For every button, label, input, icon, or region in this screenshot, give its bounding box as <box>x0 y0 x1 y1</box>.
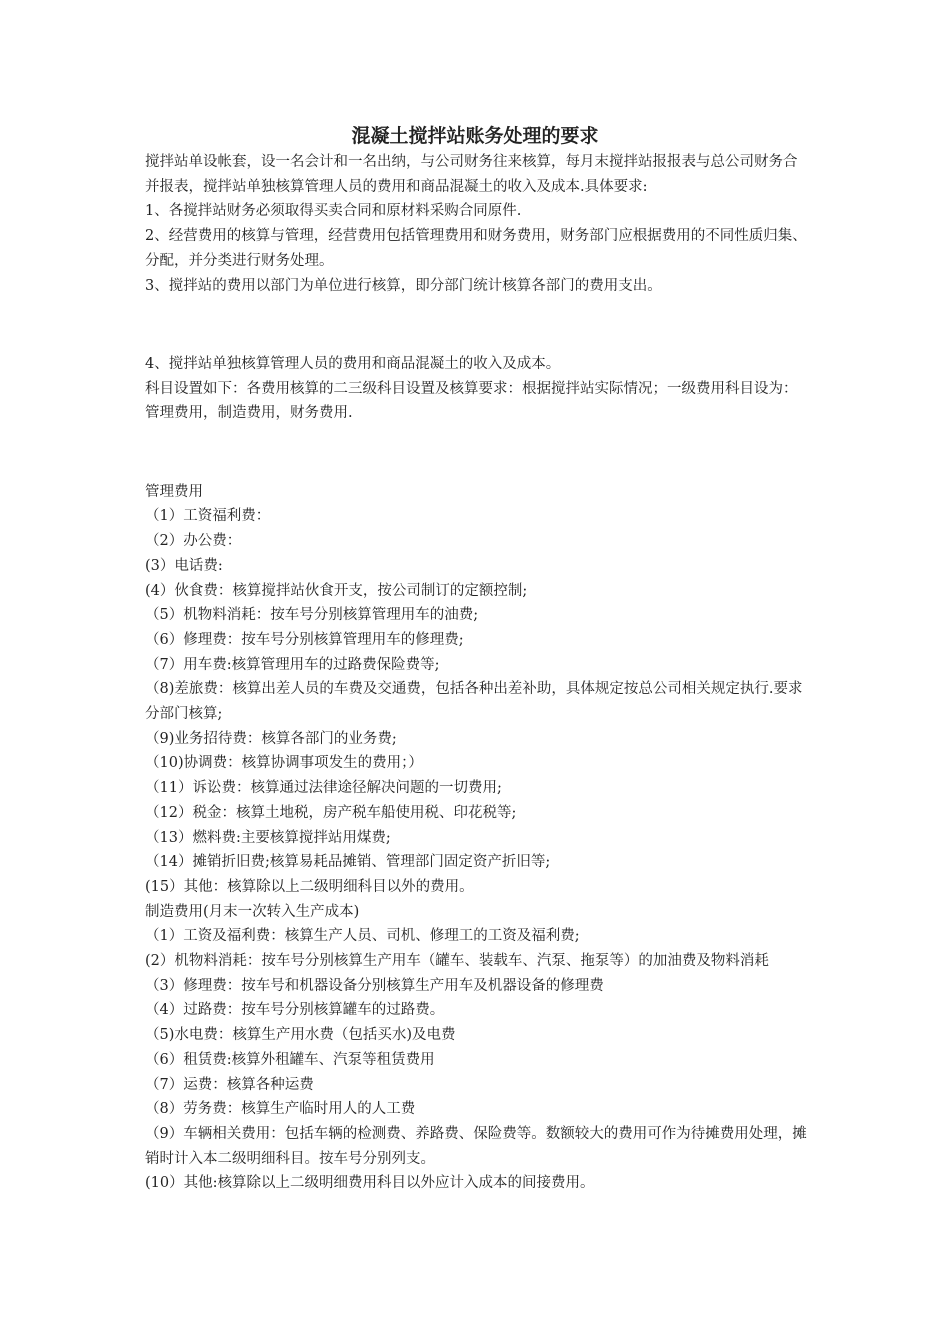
paragraph: （1）工资及福利费：核算生产人员、司机、修理工的工资及福利费; <box>145 928 580 945</box>
paragraph: 2、经营费用的核算与管理，经营费用包括管理费用和财务费用，财务部门应根据费用的不同性质归集、分配，并分类进行财务处理。 <box>145 228 807 269</box>
paragraph: 1、各搅拌站财务必须取得买卖合同和原材料采购合同原件. <box>145 203 522 220</box>
paragraph: （9）车辆相关费用：包括车辆的检测费、养路费、保险费等。数额较大的费用可作为待摊费用处理，摊销时计入本二级明细科目。按车号分别列支。 <box>145 1125 807 1167</box>
paragraph: (2）机物料消耗：按车号分别核算生产用车（罐车、装载车、汽泵、拖泵等）的加油费及物料消耗 <box>145 953 769 970</box>
paragraph: (10）其他:核算除以上二级明细费用科目以外应计入成本的间接费用。 <box>145 1175 595 1192</box>
paragraph: （8）劳务费：核算生产临时用人的人工费 <box>145 1101 416 1118</box>
paragraph: （5)水电费：核算生产用水费（包括买水)及电费 <box>145 1027 456 1044</box>
paragraph: （7）用车费:核算管理用车的过路费保险费等; <box>145 656 440 673</box>
paragraph: (3）电话费: <box>145 557 223 574</box>
paragraph: 搅拌站单设帐套，设一名会计和一名出纳，与公司财务往来核算，每月末搅拌站报报表与总公司财务合并报表，搅拌站单独核算管理人员的费用和商品混凝土的收入及成本.具体要求: <box>145 154 798 195</box>
document-title: 混凝土搅拌站账务处理的要求 <box>351 125 599 147</box>
paragraph: 4、搅拌站单独核算管理人员的费用和商品混凝土的收入及成本。 <box>145 355 561 372</box>
paragraph: （1）工资福利费： <box>145 508 271 525</box>
paragraph: (15）其他：核算除以上二级明细科目以外的费用。 <box>145 878 474 895</box>
paragraph: 科目设置如下：各费用核算的二三级科目设置及核算要求：根据搅拌站实际情况；一级费用科目设为：管理费用，制造费用，财务费用. <box>145 380 798 422</box>
paragraph: 制造费用(月末一次转入生产成本) <box>145 903 360 920</box>
paragraph: （2）办公费： <box>145 533 242 550</box>
paragraph: （9)业务招待费：核算各部门的业务费; <box>145 730 397 747</box>
paragraph: （3）修理费：按车号和机器设备分别核算生产用车及机器设备的修理费 <box>145 977 604 994</box>
document-body <box>145 150 810 1196</box>
paragraph: （12）税金：核算土地税，房产税车船使用税、印花税等; <box>145 804 517 821</box>
paragraph: （10)协调费：核算协调事项发生的费用；） <box>145 755 423 772</box>
paragraph: (4）伙食费：核算搅拌站伙食开支，按公司制订的定额控制; <box>145 582 528 599</box>
paragraph: （6）租赁费:核算外租罐车、汽泵等租赁费用 <box>145 1051 435 1068</box>
paragraph: （6）修理费：按车号分别核算管理用车的修理费; <box>145 631 464 648</box>
paragraph: 3、搅拌站的费用以部门为单位进行核算，即分部门统计核算各部门的费用支出。 <box>145 277 662 294</box>
blank-line <box>145 313 810 338</box>
paragraph: （4）过路费：按车号分别核算罐车的过路费。 <box>145 1002 445 1019</box>
paragraph: （8)差旅费：核算出差人员的车费及交通费，包括各种出差补助，具体规定按总公司相关规定执行.要求分部门核算; <box>145 681 803 723</box>
paragraph: 管理费用 <box>145 483 203 500</box>
blank-line <box>145 441 810 466</box>
paragraph: （7）运费：核算各种运费 <box>145 1076 314 1093</box>
paragraph: （13）燃料费:主要核算搅拌站用煤费; <box>145 829 391 846</box>
paragraph: （5）机物料消耗：按车号分别核算管理用车的油费; <box>145 607 479 624</box>
paragraph: （11）诉讼费：核算通过法律途径解决问题的一切费用; <box>145 780 502 797</box>
paragraph: （14）摊销折旧费;核算易耗品摊销、管理部门固定资产折旧等; <box>145 854 551 871</box>
